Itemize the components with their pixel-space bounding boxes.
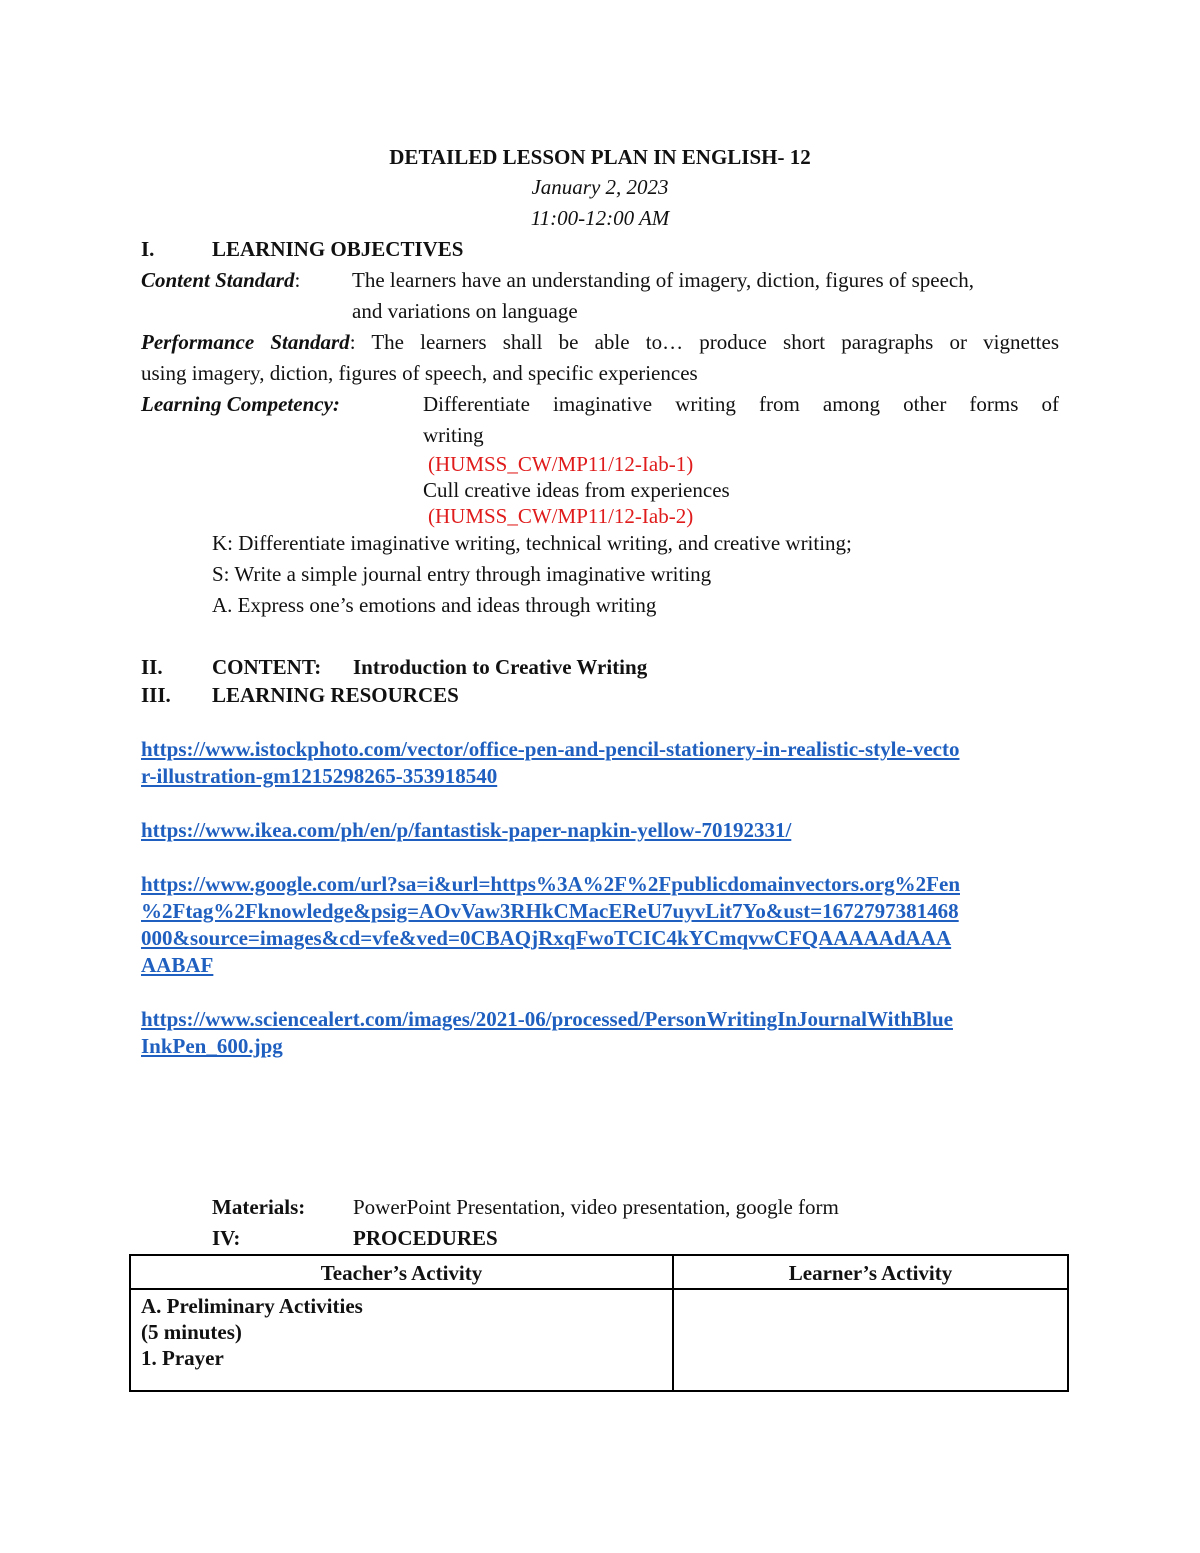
content-standard-text-line2: and variations on language	[352, 299, 578, 323]
resource-link-3-line3[interactable]: 000&source=images&cd=vfe&ved=0CBAQjRxqFwoTCIC4kYCmqvwCFQAAAAAdAAA	[141, 926, 952, 950]
teacher-cell-line2: (5 minutes)	[141, 1320, 242, 1344]
resource-link-2[interactable]: https://www.ikea.com/ph/en/p/fantastisk-paper-napkin-yellow-70192331/	[141, 818, 792, 842]
lesson-time: 11:00-12:00 AM	[530, 206, 670, 230]
section-3-heading: LEARNING RESOURCES	[212, 683, 459, 707]
section-4-numeral: IV:	[212, 1226, 241, 1250]
performance-standard-text: : The learners shall be able to… produce short paragraphs or vignettes	[349, 330, 1059, 354]
teacher-cell-line1: A. Preliminary Activities	[141, 1294, 363, 1318]
resource-link-1-line1[interactable]: https://www.istockphoto.com/vector/office-pen-and-pencil-stationery-in-realistic-style-vecto	[141, 737, 960, 761]
performance-standard-line2: using imagery, diction, figures of speech, and specific experiences	[141, 361, 698, 385]
section-3-numeral: III.	[141, 683, 171, 707]
resource-link-3-line2[interactable]: %2Ftag%2Fknowledge&psig=AOvVaw3RHkCMacEReU7uyvLit7Yo&ust=1672797381468	[141, 899, 959, 923]
performance-standard-label: Performance Standard	[141, 330, 350, 354]
procedures-table	[129, 1254, 1069, 1392]
resource-link-3-line1[interactable]: https://www.google.com/url?sa=i&url=https%3A%2F%2Fpublicdomainvectors.org%2Fen	[141, 872, 960, 896]
lesson-date: January 2, 2023	[531, 175, 669, 199]
section-4-heading: PROCEDURES	[353, 1226, 498, 1250]
teacher-cell-line3: 1. Prayer	[141, 1346, 224, 1370]
resource-link-3-line4[interactable]: AABAF	[141, 953, 214, 977]
document-title: DETAILED LESSON PLAN IN ENGLISH- 12	[389, 145, 811, 169]
competency-2-code: (HUMSS_CW/MP11/12-Iab-2)	[428, 504, 694, 528]
resource-link-1-line2[interactable]: r-illustration-gm1215298265-353918540	[141, 764, 498, 788]
table-header-learner: Learner’s Activity	[788, 1261, 953, 1285]
objective-attitude: A. Express one’s emotions and ideas through writing	[212, 593, 657, 617]
table-header-teacher: Teacher’s Activity	[320, 1261, 483, 1285]
competency-1-code: (HUMSS_CW/MP11/12-Iab-1)	[428, 452, 694, 476]
objective-knowledge: K: Differentiate imaginative writing, technical writing, and creative writing;	[212, 531, 852, 555]
resource-link-4-line2[interactable]: InkPen_600.jpg	[141, 1034, 283, 1058]
section-1-numeral: I.	[141, 237, 155, 261]
content-standard-label: Content Standard	[141, 268, 295, 292]
learning-competency-label: Learning Competency:	[141, 392, 340, 416]
competency-1-line1: Differentiate imaginative writing from among other forms of	[423, 392, 1059, 416]
section-2-numeral: II.	[141, 655, 163, 679]
table-header-divider	[131, 1288, 1067, 1290]
competency-1-line2: writing	[423, 423, 484, 447]
content-standard-colon: :	[294, 268, 301, 292]
materials-label: Materials:	[212, 1195, 306, 1219]
section-2-value: Introduction to Creative Writing	[353, 655, 648, 679]
performance-standard-line1	[141, 327, 1059, 358]
materials-value: PowerPoint Presentation, video presentation, google form	[353, 1195, 839, 1219]
content-standard-text-line1: The learners have an understanding of imagery, diction, figures of speech,	[352, 268, 974, 292]
section-2-label: CONTENT:	[212, 655, 322, 679]
content-standard-label-wrap	[141, 265, 300, 296]
section-1-heading: LEARNING OBJECTIVES	[212, 237, 464, 261]
competency-2-text: Cull creative ideas from experiences	[423, 478, 730, 502]
resource-link-4-line1[interactable]: https://www.sciencealert.com/images/2021-06/processed/PersonWritingInJournalWithBlue	[141, 1007, 953, 1031]
objective-skill: S: Write a simple journal entry through imaginative writing	[212, 562, 712, 586]
